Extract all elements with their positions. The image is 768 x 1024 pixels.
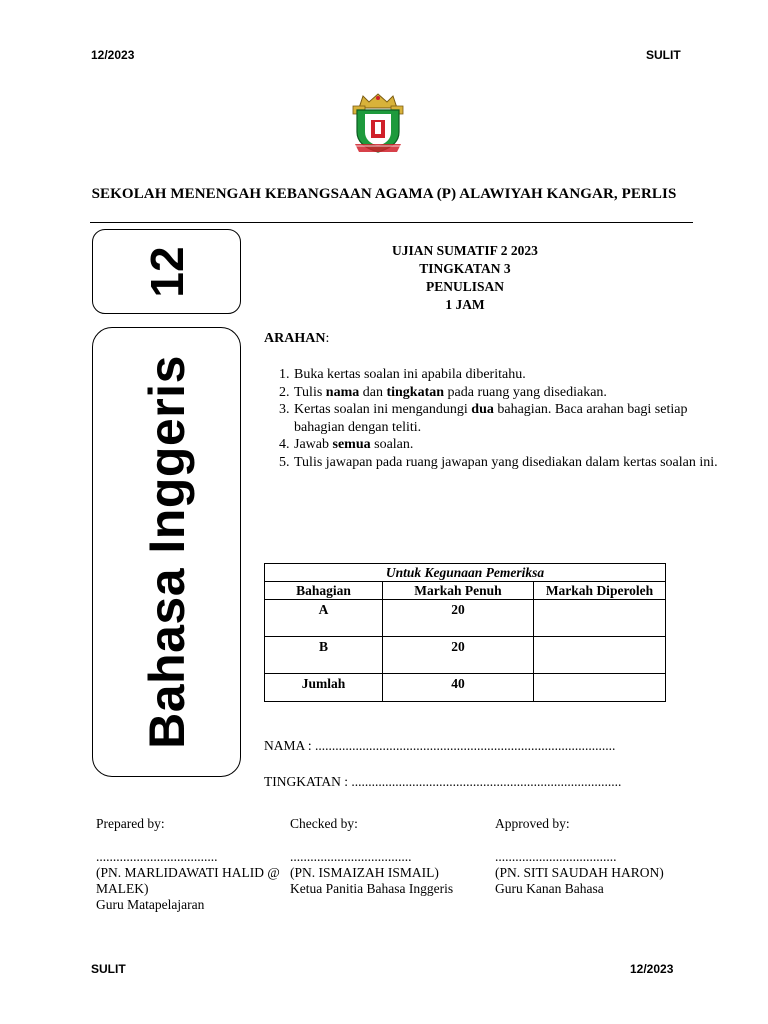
signature-title: Guru Matapelajaran <box>96 897 205 912</box>
instruction-bold: nama <box>325 384 360 400</box>
marks-table-caption: Untuk Kegunaan Pemeriksa <box>265 564 666 582</box>
exam-duration: 1 JAM <box>445 297 485 312</box>
marks-cell-input <box>534 600 666 637</box>
marks-header-penuh: Markah Penuh <box>383 582 534 600</box>
instruction-text: Tulis <box>294 384 326 400</box>
subject-title: Bahasa Inggeris <box>138 355 195 749</box>
instruction-text: dan <box>359 384 387 400</box>
table-row <box>265 600 666 637</box>
marks-header-diperoleh: Markah Diperoleh <box>534 582 666 600</box>
signature-role: Checked by: <box>290 816 358 831</box>
signature-name: (PN. ISMAIZAH ISMAIL) <box>290 865 439 880</box>
marks-header-bahagian: Bahagian <box>265 582 383 600</box>
exam-title: UJIAN SUMATIF 2 2023 <box>392 243 538 258</box>
header-divider <box>90 222 693 223</box>
tingkatan-field: TINGKATAN : ................................................................................ <box>264 774 622 789</box>
signature-title: Guru Kanan Bahasa <box>495 881 604 896</box>
school-name: SEKOLAH MENENGAH KEBANGSAAN AGAMA (P) ALAWIYAH KANGAR, PERLIS <box>91 186 677 202</box>
signature-dots: .................................... <box>290 849 412 864</box>
paper-code: 12 <box>140 245 193 298</box>
signature-name: (PN. SITI SAUDAH HARON) <box>495 865 664 880</box>
instruction-item <box>293 436 723 454</box>
instruction-bold: dua <box>471 402 494 417</box>
footer-right: 12/2023 <box>630 962 674 976</box>
signature-approved <box>495 816 695 897</box>
header-left: 12/2023 <box>91 48 135 62</box>
instruction-text: pada ruang yang disediakan. <box>444 384 607 400</box>
signature-dots: .................................... <box>96 849 218 864</box>
marks-table <box>264 563 666 702</box>
marks-cell: 20 <box>383 637 534 674</box>
instruction-bold: semua <box>332 437 371 452</box>
instruction-item <box>293 401 723 436</box>
instruction-text: Jawab <box>294 437 333 452</box>
signature-prepared <box>96 816 286 913</box>
instruction-text: bahagian. Baca arahan bagi setiap bahagian dengan teliti. <box>294 402 688 435</box>
nama-field: NAMA : ......................................................................................... <box>264 738 616 753</box>
signature-checked <box>290 816 490 897</box>
instructions-list <box>264 366 723 471</box>
marks-cell-input <box>534 674 666 702</box>
header-right: SULIT <box>646 48 681 62</box>
marks-cell-input <box>534 637 666 674</box>
instruction-item <box>293 384 723 402</box>
instruction-bold: tingkatan <box>386 384 445 400</box>
signature-title: Ketua Panitia Bahasa Inggeris <box>290 881 454 896</box>
exam-level: TINGKATAN 3 <box>419 261 511 276</box>
marks-cell: B <box>265 637 383 674</box>
subject-box <box>92 327 241 777</box>
signature-dots: .................................... <box>495 849 617 864</box>
instructions-heading: ARAHAN: <box>264 331 330 346</box>
signature-role: Prepared by: <box>96 816 165 831</box>
exam-paper: PENULISAN <box>425 279 504 294</box>
instruction-text: Tulis jawapan pada ruang jawapan yang disediakan dalam kertas soalan ini. <box>294 454 718 470</box>
footer-left: SULIT <box>91 962 126 976</box>
school-crest-icon <box>349 92 407 156</box>
table-row <box>265 637 666 674</box>
marks-cell: Jumlah <box>265 674 383 702</box>
table-row <box>265 674 666 702</box>
instruction-item <box>293 454 723 472</box>
instruction-text: Buka kertas soalan ini apabila diberitahu. <box>294 367 526 382</box>
paper-code-box <box>92 229 241 314</box>
instructions-heading-text: ARAHAN <box>264 331 326 346</box>
instruction-item <box>293 366 723 384</box>
signature-role: Approved by: <box>495 816 570 831</box>
instruction-text: soalan. <box>370 437 414 452</box>
signature-name: (PN. MARLIDAWATI HALID @ MALEK) <box>96 865 280 896</box>
marks-cell: A <box>265 600 383 637</box>
marks-cell: 40 <box>383 674 534 702</box>
marks-cell: 20 <box>383 600 534 637</box>
instruction-text: Kertas soalan ini mengandungi <box>294 402 472 417</box>
